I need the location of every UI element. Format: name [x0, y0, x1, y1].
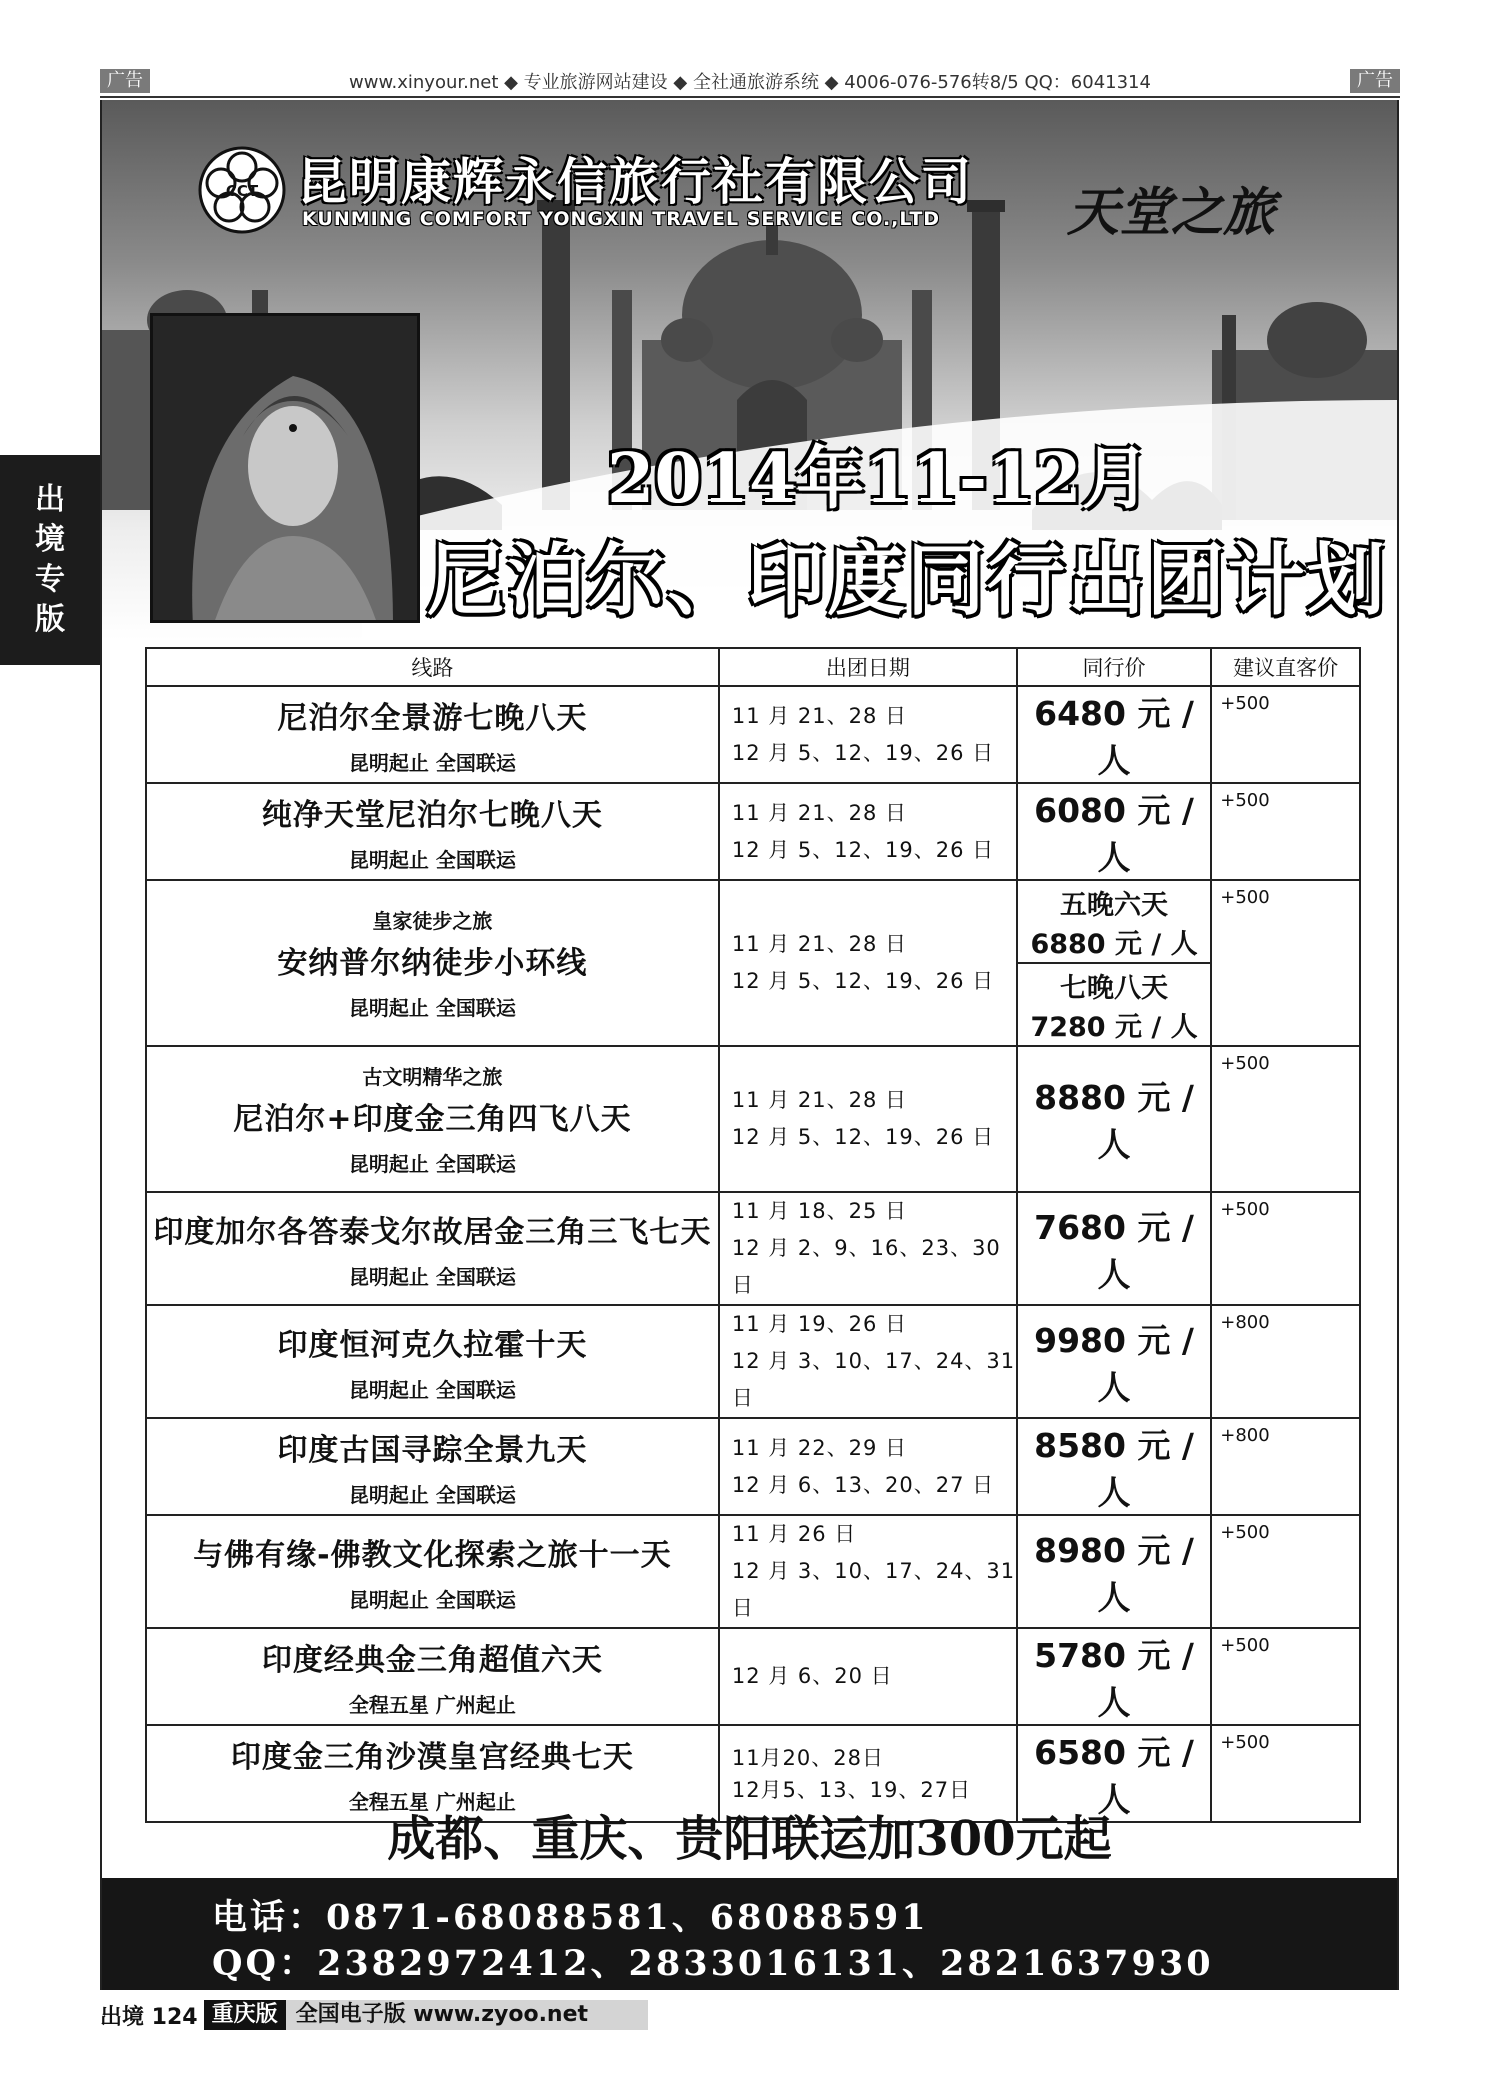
- dates-cell: [719, 1305, 1017, 1418]
- price: 6480 元 / 人: [1034, 693, 1194, 780]
- ad-label-right: 广告: [1350, 69, 1400, 93]
- column-header-price: 同行价: [1017, 648, 1211, 686]
- logo-text: CCT: [225, 182, 259, 200]
- side-tab-char: 出: [35, 482, 65, 517]
- column-header-dates: 出团日期: [719, 648, 1017, 686]
- price-option-b: [1018, 964, 1210, 1045]
- column-header-suggested: 建议直客价: [1211, 648, 1360, 686]
- price-cell: [1017, 686, 1211, 783]
- date-line: 12 月 3、10、17、24、31 日: [731, 1349, 1016, 1410]
- dates-cell: [719, 1628, 1017, 1725]
- connection-note: 成都、重庆、贵阳联运加300元起: [387, 1811, 1112, 1867]
- date-line: 11月20、28日: [731, 1745, 884, 1770]
- price-option-value: 7280 元 / 人: [1030, 1011, 1198, 1043]
- route-origin: 全程五星 广州起止: [348, 1693, 516, 1717]
- route-name: 尼泊尔+印度金三角四飞八天: [233, 1102, 632, 1137]
- date-line: 12 月 3、10、17、24、31 日: [731, 1559, 1016, 1620]
- price-cell: [1017, 1305, 1211, 1418]
- cct-logo-icon: [197, 145, 287, 235]
- dates-cell: [719, 1418, 1017, 1515]
- price-cell: [1017, 880, 1211, 1046]
- dates-cell: [719, 880, 1017, 1046]
- itinerary-table: [145, 647, 1361, 1823]
- route-cell: [146, 686, 719, 783]
- suggested-price: +500: [1211, 1628, 1360, 1725]
- price: 7680 元 / 人: [1034, 1207, 1194, 1294]
- route-name: 印度经典金三角超值六天: [261, 1643, 603, 1678]
- headline-date: 2014年11-12月: [607, 439, 1150, 519]
- suggested-price: +500: [1211, 686, 1360, 783]
- route-origin: 昆明起止 全国联运: [348, 751, 516, 775]
- route-name: 印度金三角沙漠皇宫经典七天: [230, 1740, 634, 1775]
- column-header-route: 线路: [146, 648, 719, 686]
- dates-cell: [719, 1515, 1017, 1628]
- date-line: 12 月 5、12、19、26 日: [731, 837, 995, 862]
- date-line: 11 月 19、26 日: [731, 1312, 908, 1336]
- date-line: 12 月 5、12、19、26 日: [731, 969, 995, 993]
- table-row: [146, 1628, 1360, 1725]
- route-name: 与佛有缘-佛教文化探索之旅十一天: [193, 1538, 672, 1573]
- route-origin: 昆明起止 全国联运: [348, 1483, 516, 1507]
- date-line: 11 月 21、28 日: [731, 703, 908, 728]
- price: 5780 元 / 人: [1034, 1635, 1194, 1722]
- route-name: 安纳普尔纳徒步小环线: [277, 946, 588, 981]
- page-number: 出境 124: [100, 2004, 198, 2030]
- table-row: [146, 880, 1360, 1046]
- date-line: 11 月 21、28 日: [731, 932, 908, 956]
- price-cell: [1017, 1628, 1211, 1725]
- table-row: [146, 686, 1360, 783]
- dates-cell: [719, 1192, 1017, 1305]
- route-name: 尼泊尔全景游七晚八天: [277, 701, 588, 736]
- price: 8580 元 / 人: [1034, 1425, 1194, 1512]
- date-line: 11 月 21、28 日: [731, 800, 908, 825]
- route-cell: [146, 783, 719, 880]
- suggested-price: +500: [1211, 783, 1360, 880]
- company-name-cn: 昆明康辉永信旅行社有限公司: [297, 153, 973, 211]
- company-name-en: KUNMING COMFORT YONGXIN TRAVEL SERVICE CO.,LTD: [302, 208, 941, 230]
- suggested-price: +500: [1211, 1192, 1360, 1305]
- qq-line: QQ：2382972412、2833016131、2821637930: [212, 1943, 1214, 1984]
- edition-badge: 重庆版: [204, 2000, 286, 2030]
- table-row: [146, 783, 1360, 880]
- suggested-price: +800: [1211, 1305, 1360, 1418]
- suggested-price: +500: [1211, 880, 1360, 1046]
- route-origin: 昆明起止 全国联运: [348, 848, 516, 872]
- route-cell: [146, 1305, 719, 1418]
- route-cell: [146, 1628, 719, 1725]
- ad-label-left: 广告: [100, 69, 150, 93]
- route-theme: 皇家徒步之旅: [372, 909, 493, 933]
- table-row: [146, 1515, 1360, 1628]
- side-tab-char: 境: [35, 522, 65, 557]
- route-origin: 昆明起止 全国联运: [348, 1378, 516, 1402]
- table-row: [146, 1046, 1360, 1192]
- suggested-price: +500: [1211, 1046, 1360, 1192]
- price: 6080 元 / 人: [1034, 790, 1194, 877]
- price-option-label: 五晚六天: [1060, 889, 1169, 921]
- table-row: [146, 1305, 1360, 1418]
- price: 9980 元 / 人: [1034, 1320, 1194, 1407]
- route-cell: [146, 1046, 719, 1192]
- route-name: 印度加尔各答泰戈尔故居金三角三飞七天: [153, 1215, 712, 1250]
- date-line: 12 月 5、12、19、26 日: [731, 1125, 995, 1149]
- price-cell: [1017, 783, 1211, 880]
- route-origin: 昆明起止 全国联运: [348, 996, 516, 1020]
- price-cell: [1017, 1192, 1211, 1305]
- price-option-label: 七晚八天: [1060, 972, 1169, 1004]
- date-line: 12 月 6、13、20、27 日: [731, 1472, 995, 1497]
- route-origin: 昆明起止 全国联运: [348, 1265, 516, 1289]
- route-name: 纯净天堂尼泊尔七晚八天: [261, 798, 603, 833]
- date-line: 11 月 22、29 日: [731, 1435, 908, 1460]
- route-cell: [146, 1192, 719, 1305]
- price-cell: [1017, 1515, 1211, 1628]
- table-header-row: [146, 648, 1360, 686]
- date-line: 12月5、13、19、27日: [731, 1777, 972, 1802]
- top-divider: [100, 96, 1400, 98]
- route-origin: 昆明起止 全国联运: [348, 1152, 516, 1176]
- dates-cell: [719, 783, 1017, 880]
- table-row: [146, 1418, 1360, 1515]
- price-option-a: [1018, 881, 1210, 964]
- price-option-value: 6880 元 / 人: [1030, 928, 1198, 960]
- price-cell: [1017, 1418, 1211, 1515]
- route-origin: 昆明起止 全国联运: [348, 1588, 516, 1612]
- route-name: 印度古国寻踪全景九天: [277, 1433, 588, 1468]
- contact-box: [102, 1878, 1397, 1990]
- banner: [102, 100, 1397, 640]
- route-cell: [146, 1515, 719, 1628]
- side-tab-char: 版: [35, 602, 65, 637]
- route-origin: 全程五星 广州起止: [348, 1790, 516, 1814]
- date-line: 11 月 26 日: [731, 1522, 857, 1546]
- route-theme: 古文明精华之旅: [362, 1065, 503, 1089]
- date-line: 12 月 6、20 日: [731, 1664, 893, 1688]
- price: 8980 元 / 人: [1034, 1530, 1194, 1617]
- route-cell: [146, 1418, 719, 1515]
- side-tab-outbound: [0, 455, 100, 665]
- route-cell: [146, 880, 719, 1046]
- date-line: 12 月 2、9、16、23、30 日: [731, 1236, 1001, 1297]
- suggested-price: +800: [1211, 1418, 1360, 1515]
- date-line: 12 月 5、12、19、26 日: [731, 740, 995, 765]
- suggested-price: +500: [1211, 1515, 1360, 1628]
- price: 6580 元 / 人: [1034, 1732, 1194, 1819]
- bottom-bar: [100, 1998, 648, 2032]
- route-name: 印度恒河克久拉霍十天: [277, 1328, 588, 1363]
- phone-line: 电话：0871-68088581、68088591: [212, 1897, 929, 1938]
- portrait-photo: [150, 313, 420, 623]
- website-link[interactable]: 全国电子版 www.zyoo.net: [286, 2000, 648, 2030]
- side-tab-char: 专: [35, 562, 65, 597]
- date-line: 11 月 18、25 日: [731, 1199, 908, 1223]
- slogan: 天堂之旅: [1067, 182, 1276, 243]
- date-line: 11 月 21、28 日: [731, 1088, 908, 1112]
- price-cell: [1017, 1046, 1211, 1192]
- price: 8880 元 / 人: [1034, 1078, 1194, 1164]
- table-row: [146, 1192, 1360, 1305]
- suggested-price: +500: [1211, 1725, 1360, 1822]
- dates-cell: [719, 686, 1017, 783]
- dates-cell: [719, 1046, 1017, 1192]
- header-info-line: www.xinyour.net ◆ 专业旅游网站建设 ◆ 全社通旅游系统 ◆ 4006-076-576转8/5 QQ：6041314: [349, 72, 1151, 93]
- headline-main: 尼泊尔、印度同行出团计划: [427, 536, 1388, 626]
